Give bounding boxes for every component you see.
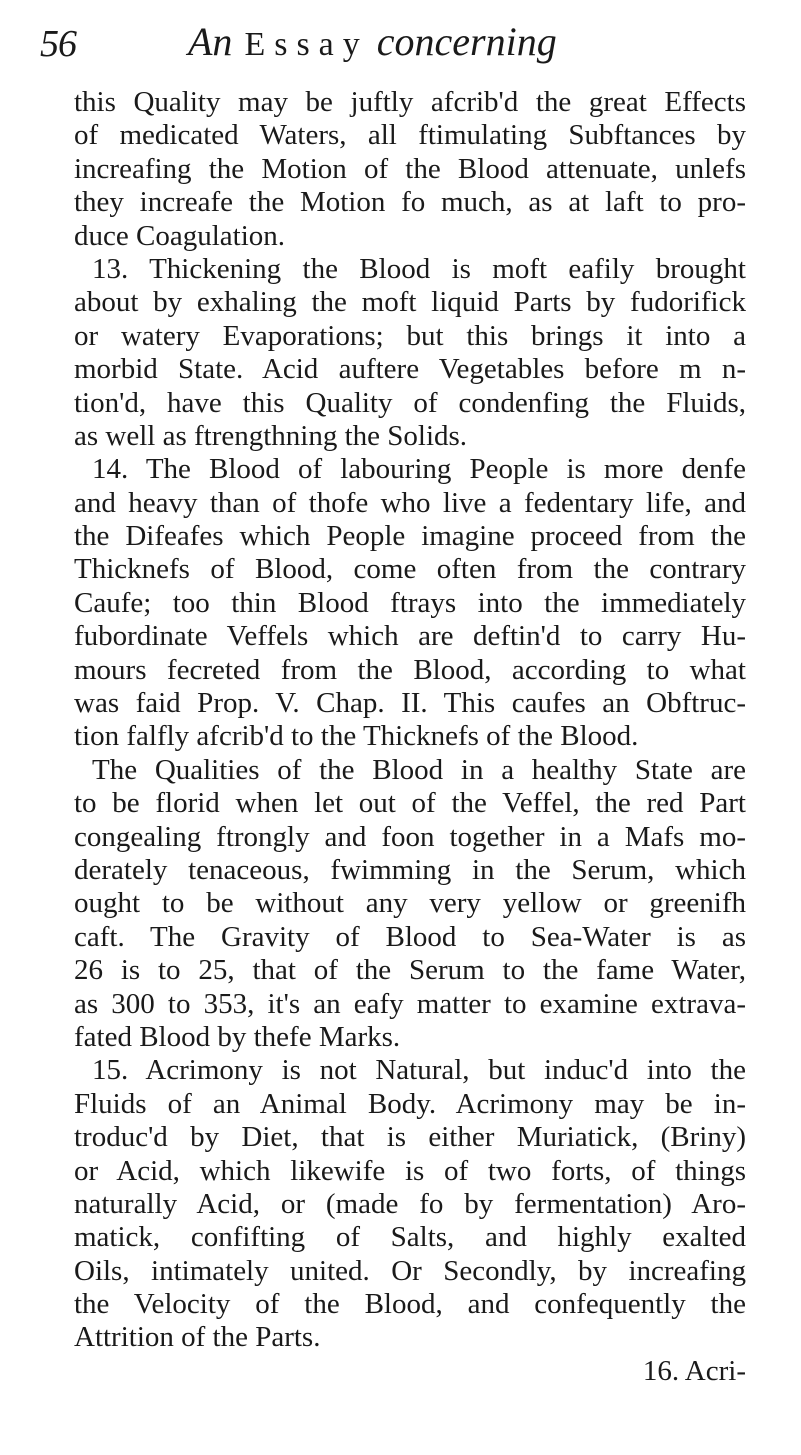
text-line: matick, confifting of Salts, and highly exalted (74, 1221, 746, 1254)
running-title (188, 18, 557, 65)
text-line: The Qualities of the Blood in a healthy State are (92, 753, 746, 786)
text-line: as well as ftrengthning the Solids. (74, 419, 468, 452)
text-line: increafing the Motion of the Blood attenuate, unlefs (74, 152, 746, 185)
text-line: of medicated Waters, all ftimulating Subftances by (74, 119, 746, 152)
text-line: they increafe the Motion fo much, as at laft to pro- (74, 186, 746, 219)
text-line: ought to be without any very yellow or greenifh (74, 887, 746, 920)
running-title-an: An (188, 19, 233, 64)
text-line: naturally Acid, or (made fo by fermentation) Aro- (74, 1187, 746, 1220)
page-number: 56 (40, 23, 76, 65)
text-line: congealing ftrongly and foon together in a Mafs mo- (74, 820, 746, 853)
text-line: mours fecreted from the Blood, according to what (74, 653, 746, 686)
text-line: as 300 to 353, it's an eafy matter to examine extrava- (74, 987, 746, 1020)
text-line: this Quality may be juftly afcrib'd the great Effects (74, 86, 746, 118)
text-line: 14. The Blood of labouring People is more denfe (92, 453, 746, 486)
text-line: and heavy than of thofe who live a fedentary life, and (74, 486, 746, 519)
text-line: caft. The Gravity of Blood to Sea-Water is as (74, 920, 746, 953)
text-line: 15. Acrimony is not Natural, but induc'd into the (92, 1054, 746, 1087)
text-line: Oils, intimately united. Or Secondly, by increafing (74, 1254, 746, 1287)
text-line: Attrition of the Parts. (74, 1321, 321, 1354)
text-line: fubordinate Veffels which are deftin'd to carry Hu- (74, 620, 746, 653)
text-line: or Acid, which likewife is of two forts, of things (74, 1154, 746, 1187)
text-line: the Difeafes which People imagine proceed from the (74, 520, 746, 553)
text-line: was faid Prop. V. Chap. II. This caufes an Obftruc- (74, 687, 746, 720)
text-line: Thicknefs of Blood, come often from the contrary (74, 553, 746, 586)
text-line: tion falfly afcrib'd to the Thicknefs of the Blood. (74, 720, 639, 753)
text-line: derately tenaceous, fwimming in the Serum, which (74, 853, 746, 886)
catchword: 16. Acri- (642, 1354, 746, 1387)
text-line: troduc'd by Diet, that is either Muriatick, (Briny) (74, 1121, 746, 1154)
text-line: Fluids of an Animal Body. Acrimony may be in- (74, 1087, 746, 1120)
text-line: tion'd, have this Quality of condenfing the Fluids, (74, 386, 746, 419)
text-line: duce Coagulation. (74, 219, 286, 252)
running-title-essay: Essay (244, 26, 369, 63)
text-line: or watery Evaporations; but this brings it into a (74, 319, 746, 352)
text-line: Caufe; too thin Blood ftrays into the immediately (74, 586, 746, 619)
text-line: to be florid when let out of the Veffel, the red Part (74, 787, 746, 820)
text-line: about by exhaling the moft liquid Parts by fudorifick (74, 286, 746, 319)
text-line: the Velocity of the Blood, and confequently the (74, 1288, 746, 1321)
text-line: morbid State. Acid auftere Vegetables before m n- (74, 353, 746, 386)
body-text (74, 86, 746, 1388)
text-line: 13. Thickening the Blood is moft eafily brought (92, 252, 746, 285)
text-line: 26 is to 25, that of the Serum to the fame Water, (74, 954, 746, 987)
running-title-concerning: concerning (376, 19, 557, 64)
text-line: fated Blood by thefe Marks. (74, 1020, 401, 1053)
page-header (40, 18, 740, 78)
